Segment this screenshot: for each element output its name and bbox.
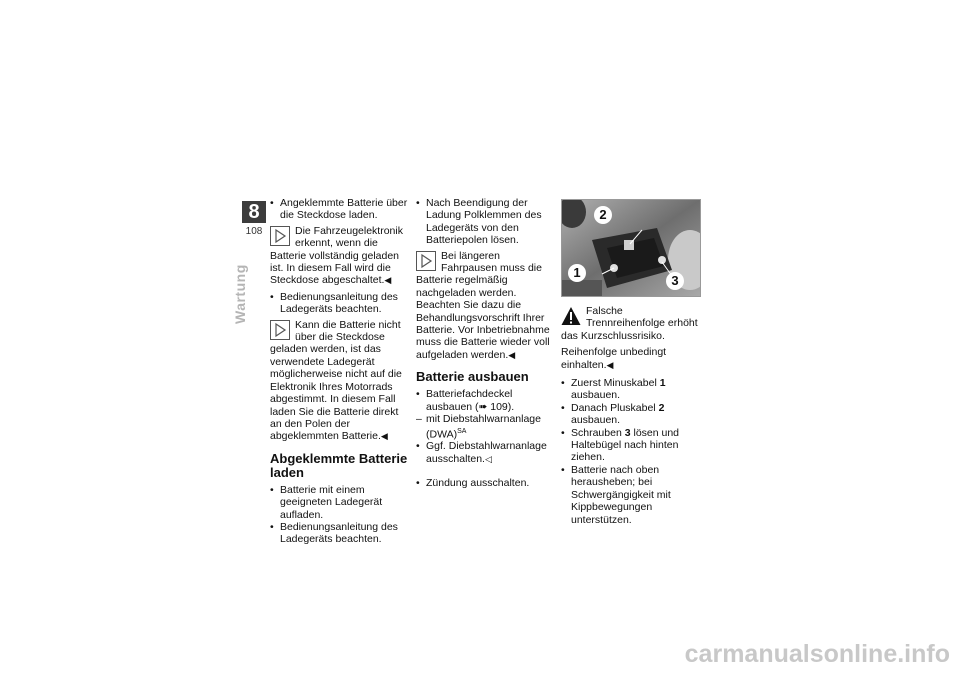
- warning-block: Falsche Trennreihenfolge erhöht das Kurzschlussrisiko.: [561, 305, 698, 342]
- warning-text: Reihenfolge unbedingt einhalten.◀: [561, 346, 667, 371]
- note-block: Kann die Batterie nicht über die Steckdose geladen werden, ist das verwendete Ladegerät möglicherweise nicht auf die Elektronik Ihres Motorrads abgestimmt. In diesem Fall laden Sie die Batterie direkt an den Polen der abgeklemmten Batterie.◀: [270, 318, 402, 443]
- note-play-icon: [270, 320, 290, 340]
- list-item: • Schrauben 3 lösen und Haltebügel nach hinten ziehen.: [561, 426, 680, 464]
- callout-2: 2: [594, 206, 612, 224]
- list-item: • Danach Pluskabel 2 ausbauen.: [561, 401, 665, 427]
- list-item: • Batterie nach oben herausheben; bei Schwergängigkeit mit Kippbewegungen unterstützen.: [561, 463, 671, 526]
- note-block: Die Fahrzeugelektronik erkennt, wenn die Batterie vollständig geladen ist. In diesem Fall wird die Steckdose abgeschaltet.◀: [270, 224, 403, 287]
- section-heading: Abgeklemmte Batterie laden: [270, 450, 408, 480]
- column-3: [561, 302, 701, 526]
- list-item: • Zündung ausschalten.: [416, 477, 530, 490]
- column-2: [416, 197, 554, 490]
- note-block: Bei längeren Fahrpausen muss die Batterie regelmäßig nachgeladen werden. Beachten Sie dazu die Behandlungsvorschrift Ihrer Batterie. Vor Inbetriebnahme muss die Batterie wieder voll aufgeladen werden.◀: [416, 249, 550, 361]
- section-title: Wartung: [232, 264, 248, 324]
- chapter-number: 8: [242, 201, 266, 223]
- watermark: carmanualsonline.info: [684, 640, 950, 668]
- battery-photo: [561, 199, 701, 297]
- list-item: • Zuerst Minuskabel 1 ausbauen.: [561, 377, 666, 402]
- note-play-icon: [416, 251, 436, 271]
- callout-1: 1: [568, 264, 586, 282]
- page-number: 108: [245, 226, 263, 237]
- list-item: • Ggf. Diebstahlwarnanlage ausschalten.◁: [416, 440, 547, 465]
- list-item: • Angeklemmte Batterie über die Steckdose laden.: [270, 197, 408, 222]
- list-item: • Bedienungsanleitung des Ladegeräts beachten.: [270, 520, 398, 546]
- list-item: – mit Diebstahlwarnanlage (DWA)$^{SA}$: [416, 413, 541, 440]
- column-1: [270, 197, 408, 546]
- list-item: • Nach Beendigung der Ladung Polklemmen des Ladegeräts von den Batteriepolen lösen.: [416, 197, 542, 247]
- list-item: • Batterie mit einem geeigneten Ladegerät aufladen.: [270, 483, 383, 521]
- list-item: • Batteriefachdeckel ausbauen (➠ 109).: [416, 388, 515, 413]
- warning-icon: [561, 306, 581, 326]
- note-play-icon: [270, 226, 290, 246]
- list-item: • Bedienungsanleitung des Ladegeräts beachten.: [270, 290, 398, 316]
- callout-3: 3: [666, 272, 684, 290]
- section-heading: Batterie ausbauen: [416, 369, 529, 385]
